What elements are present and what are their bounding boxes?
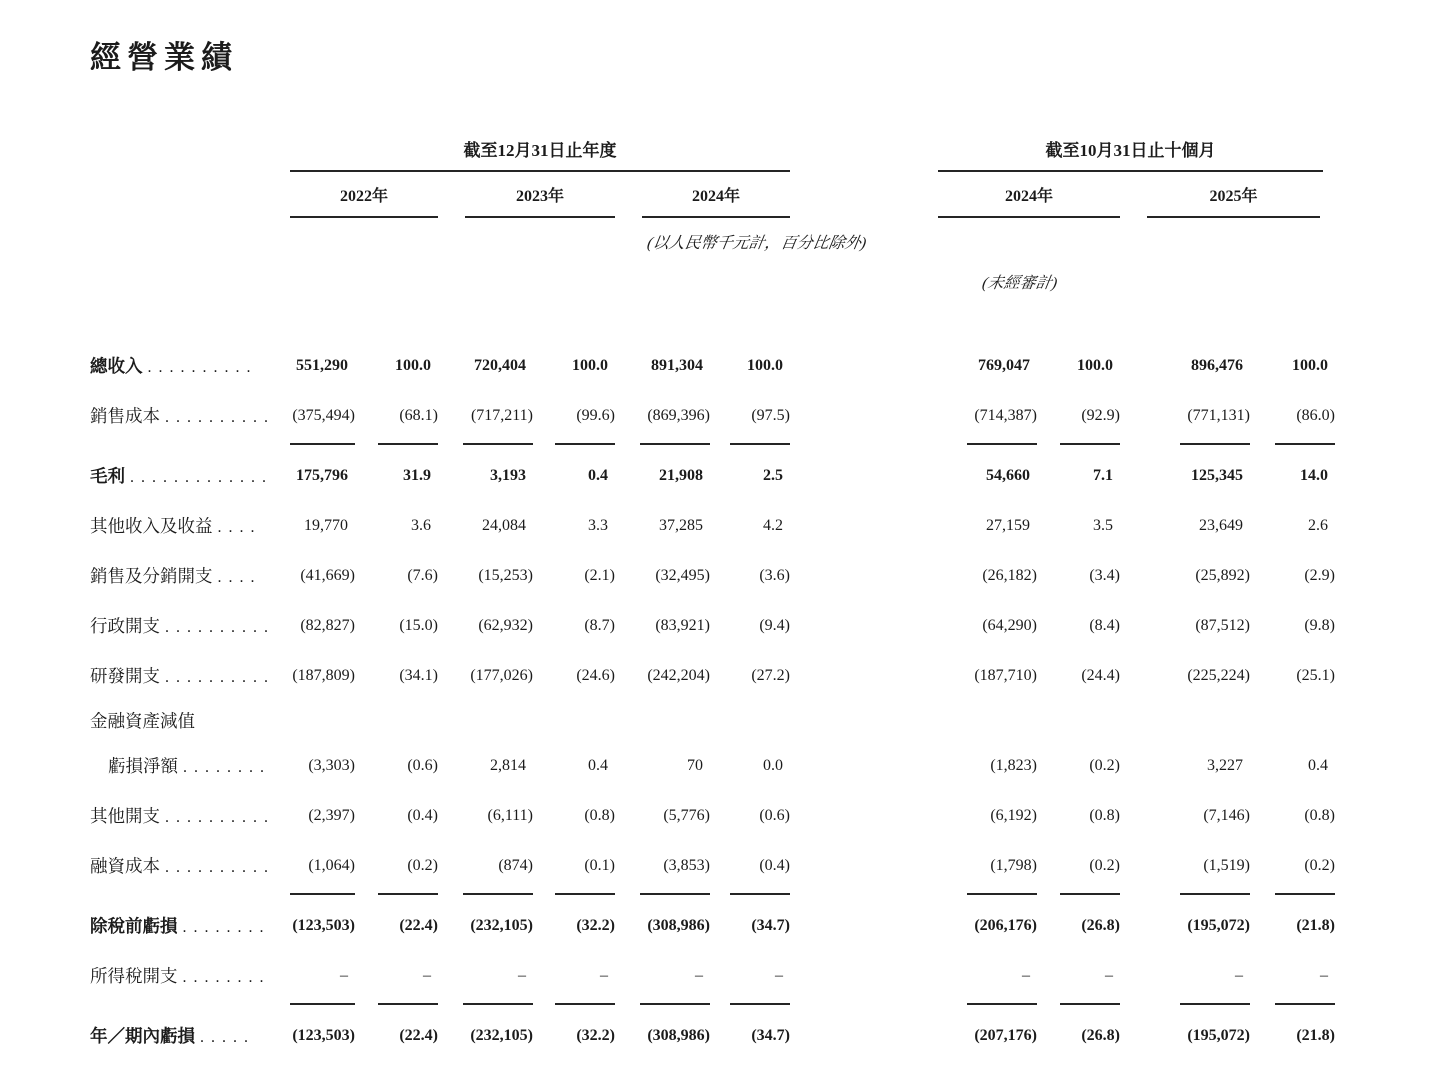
leader-dots: ....	[217, 519, 262, 536]
separator-line	[463, 893, 533, 895]
table-row	[90, 1011, 1335, 1061]
table-row	[90, 741, 1335, 791]
value-cell: (195,072)	[1187, 917, 1250, 934]
value-cell: (1,798)	[990, 857, 1037, 874]
value-cell: (87,512)	[1195, 617, 1250, 634]
value-cell: (9.8)	[1304, 617, 1335, 634]
value-cell: 27,159	[986, 517, 1030, 534]
row-label: 金融資產減值	[90, 711, 195, 731]
table-row	[90, 901, 1335, 951]
value-cell: (25,892)	[1195, 567, 1250, 584]
value-cell: (25.1)	[1296, 667, 1335, 684]
unaudited-note: (未經審計)	[981, 275, 1059, 292]
value-cell: (206,176)	[974, 917, 1037, 934]
value-cell: 3.6	[411, 517, 431, 534]
value-cell: (123,503)	[292, 917, 355, 934]
separator-line	[640, 1003, 710, 1005]
value-cell: 0.4	[1308, 757, 1328, 774]
separator-line	[640, 443, 710, 445]
value-cell: (177,026)	[470, 667, 533, 684]
value-cell: 3,193	[490, 467, 526, 484]
value-cell: 0.4	[588, 467, 608, 484]
value-cell: (207,176)	[974, 1027, 1037, 1044]
value-cell: –	[775, 967, 783, 984]
leader-dots: ....	[217, 569, 262, 586]
table-body	[90, 341, 1335, 1061]
value-cell: –	[1105, 967, 1113, 984]
value-cell: (41,669)	[300, 567, 355, 584]
leader-dots: ........	[182, 919, 271, 936]
value-cell: (869,396)	[647, 407, 710, 424]
value-cell: (232,105)	[470, 1027, 533, 1044]
row-label: 行政開支 ..........	[90, 616, 275, 636]
year-label: 2023年	[465, 172, 615, 218]
separator-line	[290, 1003, 355, 1005]
value-cell: (1,064)	[308, 857, 355, 874]
value-cell: 100.0	[1077, 357, 1113, 374]
value-cell: (308,986)	[647, 1027, 710, 1044]
value-cell: 70	[687, 757, 703, 774]
value-cell: 24,084	[482, 517, 526, 534]
value-cell: (6,111)	[487, 807, 533, 824]
separator-line	[1060, 893, 1120, 895]
leader-dots: ..........	[165, 619, 275, 636]
separator-line	[730, 443, 790, 445]
leader-dots: ..........	[165, 669, 275, 686]
row-label: 銷售及分銷開支 ....	[90, 566, 262, 586]
financial-table	[90, 130, 1335, 1061]
value-cell: 31.9	[403, 467, 431, 484]
separator-row	[90, 1001, 1335, 1011]
leader-dots: ..........	[165, 859, 275, 876]
value-cell: (0.2)	[1304, 857, 1335, 874]
value-cell: 2.6	[1308, 517, 1328, 534]
row-label: 年／期內虧損 .....	[90, 1026, 255, 1046]
separator-line	[555, 893, 615, 895]
value-cell: 551,290	[296, 357, 348, 374]
leader-dots: ..........	[165, 409, 275, 426]
row-label: 融資成本 ..........	[90, 856, 275, 876]
value-cell: (24.6)	[576, 667, 615, 684]
separator-line	[1060, 1003, 1120, 1005]
table-row	[90, 341, 1335, 391]
value-cell: (34.7)	[751, 1027, 790, 1044]
value-cell: (0.2)	[1089, 757, 1120, 774]
page-title: 經營業績	[90, 40, 238, 75]
value-cell: 3,227	[1207, 757, 1243, 774]
value-cell: 100.0	[395, 357, 431, 374]
value-cell: (0.4)	[759, 857, 790, 874]
separator-line	[1060, 443, 1120, 445]
value-cell: (0.6)	[759, 807, 790, 824]
separator-line	[555, 1003, 615, 1005]
row-label: 研發開支 ..........	[90, 666, 275, 686]
value-cell: (0.6)	[407, 757, 438, 774]
value-cell: (195,072)	[1187, 1027, 1250, 1044]
value-cell: (0.2)	[1089, 857, 1120, 874]
value-cell: –	[340, 967, 348, 984]
value-cell: (82,827)	[300, 617, 355, 634]
value-cell: (225,224)	[1187, 667, 1250, 684]
separator-line	[378, 1003, 438, 1005]
value-cell: (99.6)	[576, 407, 615, 424]
separator-row	[90, 891, 1335, 901]
row-label: 其他收入及收益 ....	[90, 516, 262, 536]
row-label: 毛利 .............	[90, 466, 273, 486]
table-row	[90, 451, 1335, 501]
value-cell: (1,823)	[990, 757, 1037, 774]
value-cell: (26.8)	[1081, 917, 1120, 934]
separator-line	[555, 443, 615, 445]
value-cell: 21,908	[659, 467, 703, 484]
value-cell: (9.4)	[759, 617, 790, 634]
value-cell: (86.0)	[1296, 407, 1335, 424]
period-group-fiscal-years: 截至12月31日止年度	[290, 130, 790, 172]
leader-dots: ........	[183, 759, 271, 776]
value-cell: (15,253)	[478, 567, 533, 584]
value-cell: 4.2	[763, 517, 783, 534]
table-row	[90, 701, 1335, 741]
value-cell: (26.8)	[1081, 1027, 1120, 1044]
value-cell: 0.4	[588, 757, 608, 774]
leader-dots: ........	[182, 969, 271, 986]
row-label: 虧損淨額 ........	[108, 756, 271, 776]
value-cell: 175,796	[296, 467, 348, 484]
value-cell: (3,853)	[663, 857, 710, 874]
value-cell: 14.0	[1300, 467, 1328, 484]
separator-line	[640, 893, 710, 895]
value-cell: –	[518, 967, 526, 984]
separator-row	[90, 441, 1335, 451]
separator-line	[1275, 1003, 1335, 1005]
value-cell: (97.5)	[751, 407, 790, 424]
value-cell: 891,304	[651, 357, 703, 374]
value-cell: (22.4)	[399, 1027, 438, 1044]
value-cell: (0.8)	[1089, 807, 1120, 824]
leader-dots: ..........	[165, 809, 275, 826]
value-cell: (2.9)	[1304, 567, 1335, 584]
table-header-years	[90, 172, 1335, 218]
separator-line	[730, 893, 790, 895]
separator-line	[1180, 443, 1250, 445]
value-cell: (375,494)	[292, 407, 355, 424]
period-group-ten-months: 截至10月31日止十個月	[938, 130, 1323, 172]
year-column-2025-ten-months	[1120, 172, 1335, 218]
value-cell: (308,986)	[647, 917, 710, 934]
separator-line	[1180, 1003, 1250, 1005]
value-cell: 0.0	[763, 757, 783, 774]
value-cell: (3.6)	[759, 567, 790, 584]
separator-line	[967, 1003, 1037, 1005]
value-cell: 100.0	[572, 357, 608, 374]
separator-line	[463, 443, 533, 445]
separator-line	[1275, 893, 1335, 895]
value-cell: (21.8)	[1296, 1027, 1335, 1044]
year-column-2024	[615, 172, 790, 218]
value-cell: (92.9)	[1081, 407, 1120, 424]
separator-line	[967, 893, 1037, 895]
value-cell: (8.7)	[584, 617, 615, 634]
value-cell: (5,776)	[663, 807, 710, 824]
value-cell: –	[695, 967, 703, 984]
value-cell: (2,397)	[308, 807, 355, 824]
separator-line	[1180, 893, 1250, 895]
value-cell: (874)	[498, 857, 533, 874]
value-cell: (232,105)	[470, 917, 533, 934]
year-label: 2022年	[290, 172, 438, 218]
value-cell: 19,770	[304, 517, 348, 534]
value-cell: 37,285	[659, 517, 703, 534]
value-cell: (714,387)	[974, 407, 1037, 424]
value-cell: (0.2)	[407, 857, 438, 874]
value-cell: 3.3	[588, 517, 608, 534]
value-cell: (21.8)	[1296, 917, 1335, 934]
value-cell: (22.4)	[399, 917, 438, 934]
value-cell: (2.1)	[584, 567, 615, 584]
value-cell: –	[600, 967, 608, 984]
value-cell: (717,211)	[470, 407, 533, 424]
value-cell: 2.5	[763, 467, 783, 484]
table-row	[90, 841, 1335, 891]
value-cell: (15.0)	[399, 617, 438, 634]
value-cell: 7.1	[1093, 467, 1113, 484]
value-cell: (771,131)	[1187, 407, 1250, 424]
row-label: 其他開支 ..........	[90, 806, 275, 826]
table-row	[90, 601, 1335, 651]
value-cell: 896,476	[1191, 357, 1243, 374]
value-cell: (8.4)	[1089, 617, 1120, 634]
value-cell: (83,921)	[655, 617, 710, 634]
value-cell: 2,814	[490, 757, 526, 774]
value-cell: (32.2)	[576, 917, 615, 934]
table-row	[90, 391, 1335, 441]
row-label: 除稅前虧損 ........	[90, 916, 271, 936]
leader-dots: .............	[130, 469, 273, 486]
value-cell: (24.4)	[1081, 667, 1120, 684]
year-column-2022	[290, 172, 438, 218]
value-cell: (34.1)	[399, 667, 438, 684]
year-column-2023	[438, 172, 615, 218]
value-cell: –	[1022, 967, 1030, 984]
year-column-2024-ten-months	[938, 172, 1120, 218]
value-cell: (7.6)	[407, 567, 438, 584]
value-cell: 3.5	[1093, 517, 1113, 534]
separator-line	[967, 443, 1037, 445]
table-row	[90, 551, 1335, 601]
year-label: 2024年	[938, 172, 1120, 218]
table-row	[90, 791, 1335, 841]
leader-dots: ..........	[147, 359, 258, 376]
value-cell: (6,192)	[990, 807, 1037, 824]
value-cell: (0.1)	[584, 857, 615, 874]
value-cell: (64,290)	[982, 617, 1037, 634]
value-cell: 23,649	[1199, 517, 1243, 534]
value-cell: (27.2)	[751, 667, 790, 684]
value-cell: –	[423, 967, 431, 984]
value-cell: –	[1320, 967, 1328, 984]
separator-line	[1275, 443, 1335, 445]
separator-line	[378, 443, 438, 445]
separator-line	[290, 443, 355, 445]
table-row	[90, 501, 1335, 551]
value-cell: (0.8)	[584, 807, 615, 824]
separator-line	[730, 1003, 790, 1005]
value-cell: (7,146)	[1203, 807, 1250, 824]
row-label: 銷售成本 ..........	[90, 406, 275, 426]
value-cell: (32,495)	[655, 567, 710, 584]
value-cell: (68.1)	[399, 407, 438, 424]
value-cell: 100.0	[1292, 357, 1328, 374]
value-cell: 100.0	[747, 357, 783, 374]
leader-dots: .....	[200, 1029, 255, 1046]
separator-line	[463, 1003, 533, 1005]
value-cell: (0.4)	[407, 807, 438, 824]
value-cell: (242,204)	[647, 667, 710, 684]
table-header-groups	[90, 130, 1335, 172]
table-notes	[90, 218, 1335, 341]
value-cell: 125,345	[1191, 467, 1243, 484]
value-cell: (187,809)	[292, 667, 355, 684]
value-cell: (1,519)	[1203, 857, 1250, 874]
row-label: 總收入 ..........	[90, 356, 258, 376]
value-cell: (123,503)	[292, 1027, 355, 1044]
table-row	[90, 951, 1335, 1001]
separator-line	[378, 893, 438, 895]
value-cell: 769,047	[978, 357, 1030, 374]
value-cell: (32.2)	[576, 1027, 615, 1044]
separator-line	[290, 893, 355, 895]
row-label: 所得稅開支 ........	[90, 966, 271, 986]
table-row	[90, 651, 1335, 701]
value-cell: (62,932)	[478, 617, 533, 634]
value-cell: (3,303)	[308, 757, 355, 774]
value-cell: 720,404	[474, 357, 526, 374]
year-label: 2025年	[1147, 172, 1320, 218]
value-cell: 54,660	[986, 467, 1030, 484]
year-label: 2024年	[642, 172, 790, 218]
value-cell: –	[1235, 967, 1243, 984]
value-cell: (34.7)	[751, 917, 790, 934]
value-cell: (0.8)	[1304, 807, 1335, 824]
currency-note: (以人民幣千元計，百分比除外)	[646, 235, 868, 252]
value-cell: (187,710)	[974, 667, 1037, 684]
value-cell: (26,182)	[982, 567, 1037, 584]
value-cell: (3.4)	[1089, 567, 1120, 584]
